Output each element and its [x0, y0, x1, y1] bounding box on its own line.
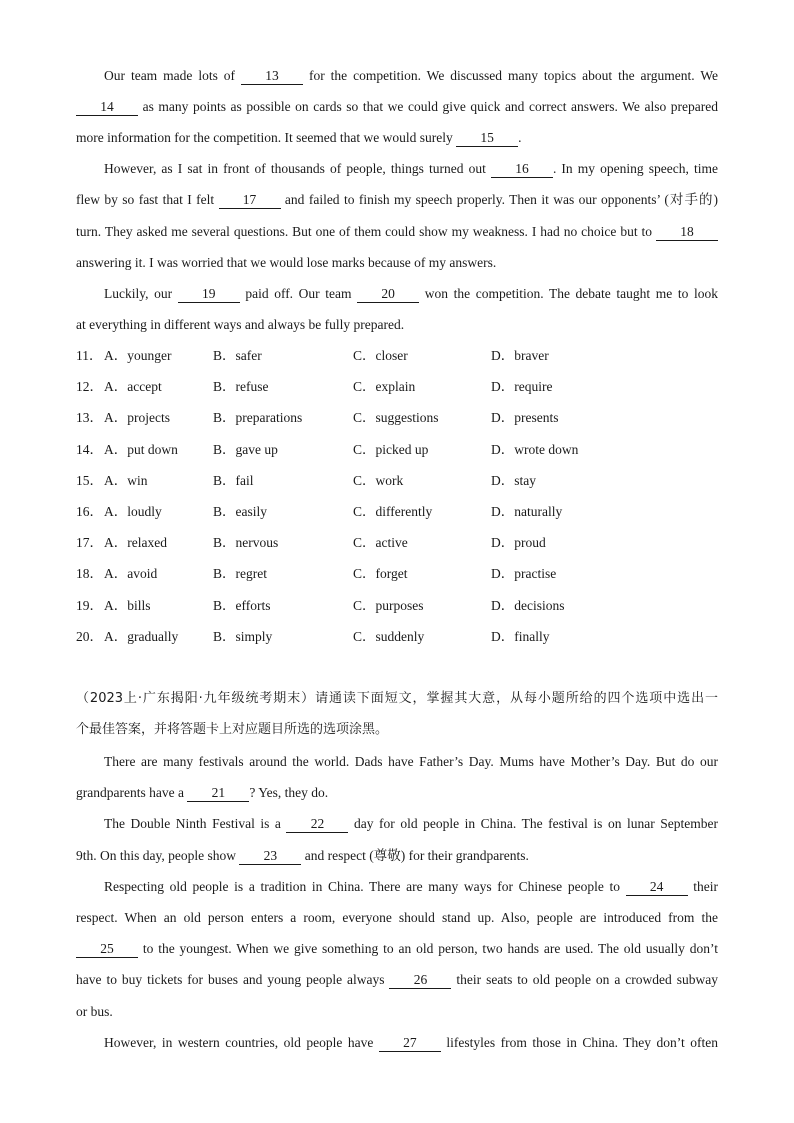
passage-text: at everything in different ways and always be fully prepared.: [76, 317, 405, 332]
passage2-line: [104, 877, 718, 897]
passage-text: day for old people in China. The festival is on lunar September: [348, 816, 718, 831]
passage-text: paid off. Our team: [239, 286, 358, 301]
answer-blank: 19: [178, 286, 240, 303]
option-a: A．avoid: [104, 566, 158, 582]
passage-text: to the youngest. When we give something to an old person, two hands are used. The old usually don’t: [138, 941, 718, 956]
question-number: 19．: [76, 597, 103, 613]
passage2-line: [76, 846, 718, 866]
option-a: A．accept: [104, 379, 162, 395]
question-number: 16．: [76, 504, 103, 519]
option-d: D．proud: [491, 535, 546, 551]
passage-text: The Double Ninth Festival is a: [104, 816, 287, 831]
passage-text: .: [518, 130, 522, 145]
question-number: 17．: [76, 535, 103, 551]
passage2-line: [76, 970, 718, 990]
answer-blank: 15: [456, 130, 518, 147]
passage-text: There are many festivals around the world. Dads have Father’s Day. Mums have Mother’s Day. But do our: [104, 754, 718, 769]
question-number: 18．: [76, 566, 103, 582]
passage-text: respect. When an old person enters a room, everyone should stand up. Also, people are introduced from the: [76, 910, 718, 925]
passage-text: ? Yes, they do.: [249, 785, 329, 800]
passage-text: Our team made lots of: [104, 68, 241, 83]
passage1-line: [104, 66, 718, 86]
option-c: C．forget: [353, 566, 408, 582]
passage-text: Respecting old people is a tradition in China. There are many ways for Chinese people to: [104, 879, 626, 894]
option-a: A．relaxed: [104, 535, 167, 551]
passage-text: won the competition. The debate taught me to look: [419, 286, 718, 301]
passage-text: grandparents have a: [76, 785, 188, 800]
answer-blank: 27: [379, 1035, 441, 1052]
passage-text: as many points as possible on cards so that we could give quick and correct answers. We also prepared: [138, 99, 718, 114]
option-a: A．projects: [104, 410, 170, 426]
question-number: 12．: [76, 379, 103, 395]
option-b: B．safer: [213, 348, 262, 363]
instruction-line-2: 个最佳答案，并将答题卡上对应题目所选的选项涂黑。: [76, 722, 389, 737]
option-b: B．regret: [213, 566, 267, 582]
passage1-line: [76, 253, 718, 273]
passage-text: However, as I sat in front of thousands of people, things turned out: [104, 161, 491, 176]
answer-blank: 14: [76, 99, 138, 116]
option-a: A．gradually: [104, 628, 179, 644]
passage-text: 9th. On this day, people show: [76, 848, 240, 863]
option-c: C．suggestions: [353, 410, 439, 426]
option-b: B．preparations: [213, 410, 303, 426]
option-c: C．picked up: [353, 441, 429, 457]
option-b: B．gave up: [213, 441, 278, 457]
option-b: B．simply: [213, 628, 273, 644]
option-a: A．put down: [104, 441, 178, 457]
option-c: C．active: [353, 535, 408, 551]
option-b: B．nervous: [213, 535, 279, 551]
option-c: C．differently: [353, 504, 433, 519]
option-c: C．purposes: [353, 597, 424, 613]
passage-text: However, in western countries, old people have: [104, 1035, 379, 1050]
option-d: D．wrote down: [491, 441, 579, 457]
passage-text: for the competition. We discussed many topics about the argument. We: [303, 68, 719, 83]
option-b: B．fail: [213, 472, 254, 488]
question-number: 11．: [76, 348, 103, 363]
answer-blank: 26: [389, 972, 451, 989]
option-d: D．finally: [491, 628, 550, 644]
answer-blank: 25: [76, 941, 138, 958]
passage2-line: [76, 908, 718, 928]
question-number: 20．: [76, 628, 103, 644]
passage-text: their seats to old people on a crowded subway: [451, 972, 718, 987]
passage-text: more information for the competition. It seemed that we would surely: [76, 130, 457, 145]
option-b: B．easily: [213, 504, 267, 519]
option-d: D．decisions: [491, 597, 565, 613]
passage-text: and failed to finish my speech properly. Then it was our opponents’ (对手的): [280, 192, 719, 207]
passage2-line: [76, 783, 718, 803]
passage-text: lifestyles from those in China. They don’t often: [440, 1035, 718, 1050]
option-b: B．refuse: [213, 379, 269, 395]
passage1-line: [76, 128, 718, 148]
answer-blank: 13: [241, 68, 303, 85]
passage-text: flew by so fast that I felt: [76, 192, 219, 207]
option-d: D．naturally: [491, 504, 563, 519]
answer-blank: 23: [239, 848, 301, 865]
passage2-line: [104, 814, 718, 834]
question-number: 13．: [76, 410, 103, 426]
option-b: B．efforts: [213, 597, 271, 613]
option-d: D．presents: [491, 410, 559, 426]
question-number: 14．: [76, 441, 103, 457]
passage1-line: [76, 222, 718, 242]
option-a: A．bills: [104, 597, 151, 613]
option-c: C．work: [353, 472, 404, 488]
answer-blank: 24: [626, 879, 688, 896]
passage-text: and respect (尊敬) for their grandparents.: [301, 848, 529, 863]
instruction-line-1: （2023上·广东揭阳·九年级统考期末）请通读下面短文，掌握其大意，从每小题所给的四个选项中选出一: [76, 691, 718, 706]
option-a: A．win: [104, 472, 148, 488]
answer-blank: 22: [286, 816, 348, 833]
passage-text: Luckily, our: [104, 286, 178, 301]
passage-text: turn. They asked me several questions. But one of them could show my weakness. I had no choice but to: [76, 224, 656, 239]
passage-text: . In my opening speech, time: [552, 161, 718, 176]
option-c: C．suddenly: [353, 628, 425, 644]
answer-blank: 21: [187, 785, 249, 802]
option-c: C．explain: [353, 379, 416, 395]
passage1-line: [104, 284, 718, 304]
passage2-line: [76, 939, 718, 959]
passage-text: answering it. I was worried that we would lose marks because of my answers.: [76, 255, 497, 270]
option-c: C．closer: [353, 348, 408, 363]
passage1-line: [104, 159, 718, 179]
option-d: D．require: [491, 379, 553, 395]
question-number: 15．: [76, 472, 103, 488]
answer-blank: 18: [656, 224, 718, 241]
answer-blank: 16: [491, 161, 553, 178]
passage-text: their: [687, 879, 718, 894]
passage-text: or bus.: [76, 1004, 113, 1019]
option-d: D．stay: [491, 472, 536, 488]
passage1-line: [76, 315, 718, 335]
passage1-line: [76, 190, 718, 210]
passage2-line: [76, 1002, 718, 1022]
option-d: D．practise: [491, 566, 557, 582]
answer-blank: 20: [357, 286, 419, 303]
option-d: D．braver: [491, 348, 549, 363]
passage2-line: [104, 752, 718, 772]
answer-blank: 17: [219, 192, 281, 209]
option-a: A．younger: [104, 348, 172, 363]
passage1-line: [76, 97, 718, 117]
option-a: A．loudly: [104, 504, 162, 519]
passage2-line: [104, 1033, 718, 1053]
passage-text: have to buy tickets for buses and young people always: [76, 972, 390, 987]
